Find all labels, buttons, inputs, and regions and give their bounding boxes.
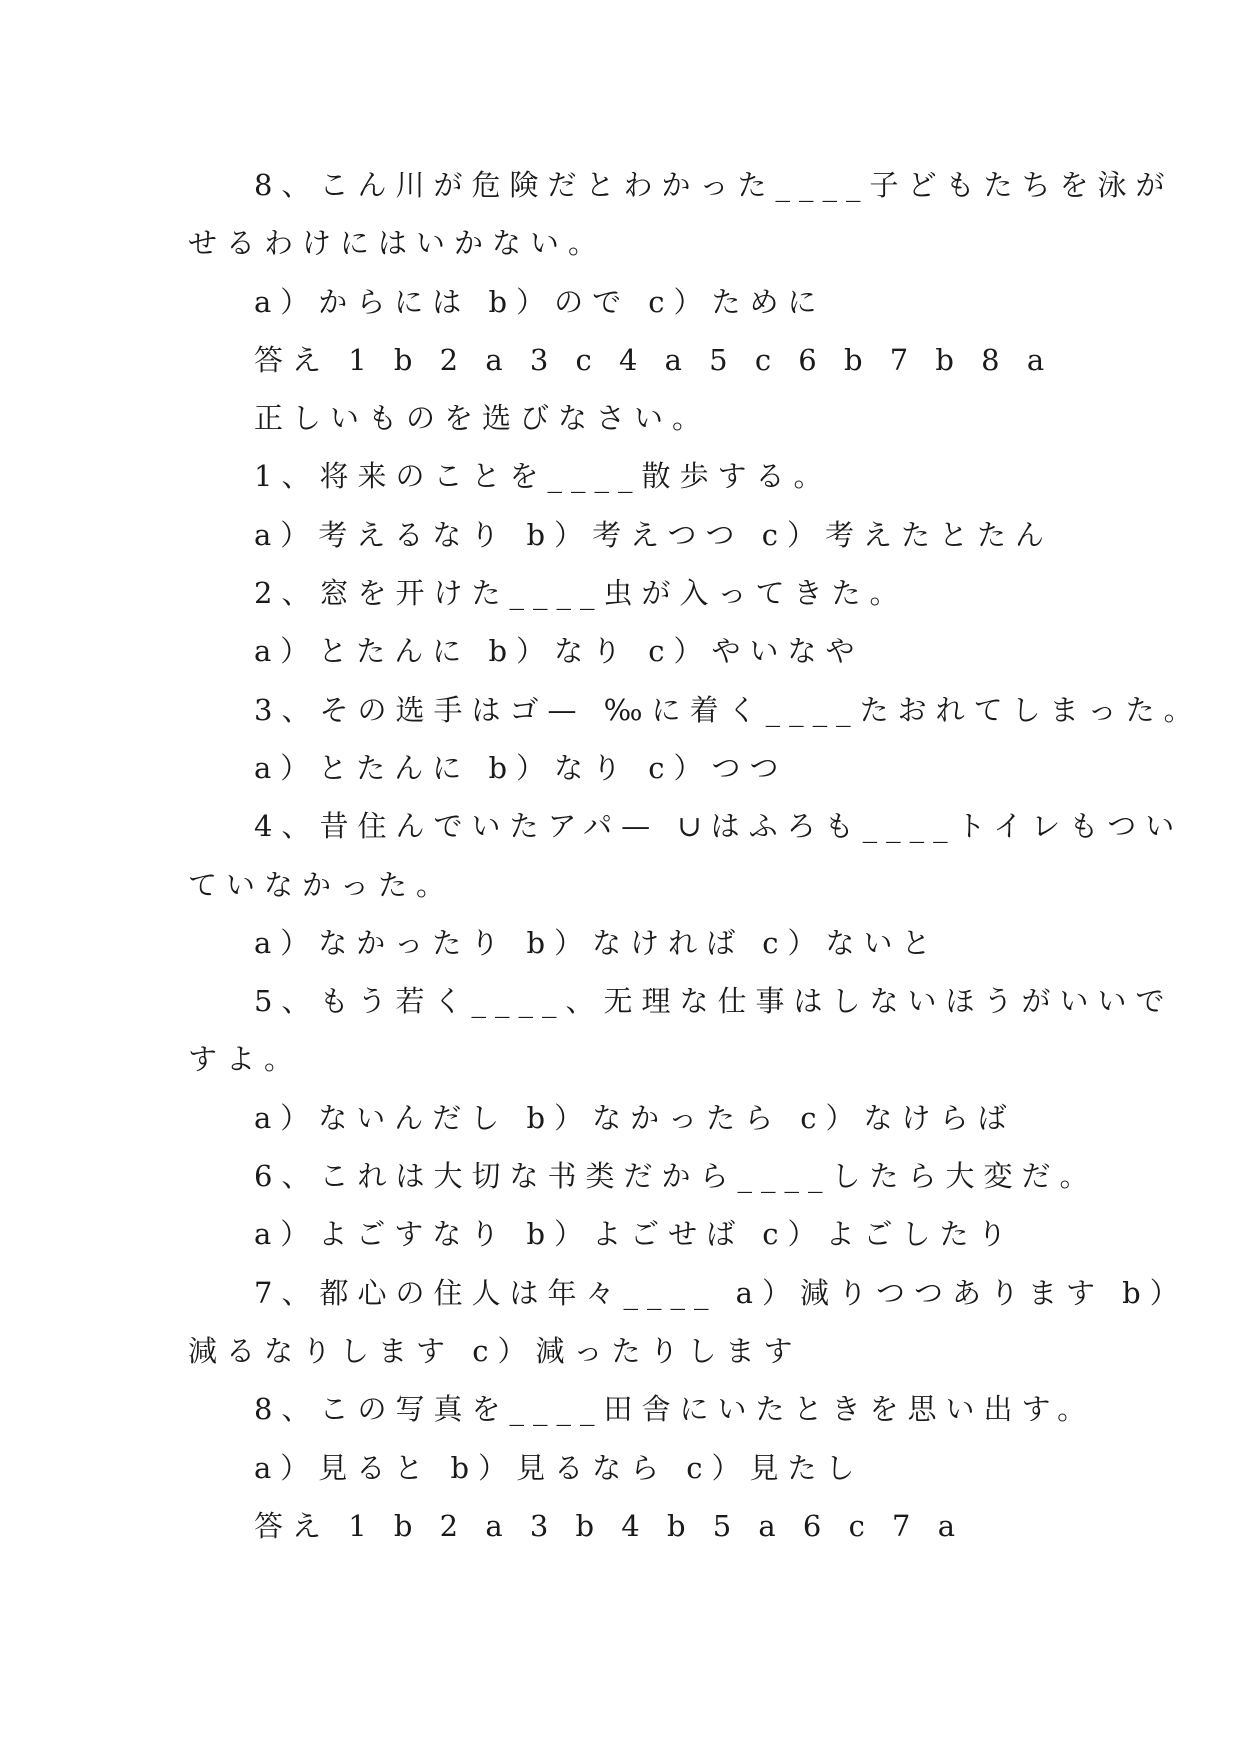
question-8b: 8、この写真を____田舎にいたときを思い出す。: [254, 1392, 1096, 1427]
answer-key-2: 答え 1 b 2 a 3 b 4 b 5 a 6 c 7 a: [254, 1508, 965, 1543]
question-7-line-2: 減るなりします c）減ったりします: [188, 1333, 802, 1368]
question-8-line-1: 8、こん川が危険だとわかった____子どもたちを泳が: [254, 168, 1174, 202]
question-5-options: a）ないんだし b）なかったら c）なけらば: [254, 1100, 1016, 1135]
question-8b-options: a）見ると b）見るなら c）見たし: [254, 1450, 864, 1485]
question-6: 6、これは大切な书类だから____したら大変だ。: [254, 1159, 1098, 1194]
question-4-options: a）なかったり b）なければ c）ないと: [254, 925, 940, 960]
question-2: 2、窓を开けた____虫が入ってきた。: [254, 576, 908, 611]
question-3: 3、その选手はゴ— ‰に着く____たおれてしまった。: [254, 692, 1202, 727]
answer-key-1: 答え 1 b 2 a 3 c 4 a 5 c 6 b 7 b 8 a: [254, 342, 1054, 377]
question-1: 1、将来のことを____散歩する。: [254, 459, 832, 494]
question-2-options: a）とたんに b）なり c）やいなや: [254, 634, 864, 669]
section-instruction: 正しいものを选びなさい。: [254, 401, 711, 436]
document-body: [188, 156, 1202, 1555]
question-3-options: a）とたんに b）なり c）つつ: [254, 750, 788, 785]
question-4-line-2: ていなかった。: [188, 867, 455, 902]
question-8-line-2: せるわけにはいかない。: [188, 226, 607, 261]
question-1-options: a）考えるなり b）考えつつ c）考えたとたん: [254, 517, 1053, 552]
question-5-line-2: すよ。: [188, 1042, 303, 1077]
question-5-line-1: 5、もう若く____、无理な仕事はしないほうがいいで: [254, 984, 1174, 1019]
question-6-options: a）よごすなり b）よごせば c）よごしたり: [254, 1217, 1016, 1252]
question-8-options: a）からには b）ので c）ために: [254, 284, 826, 319]
question-7-line-1: 7、都心の住人は年々____ a）減りつつあります b）: [254, 1275, 1188, 1310]
question-4-line-1: 4、昔住んでいたアパ— ∪はふろも____トイレもつい: [254, 809, 1184, 844]
